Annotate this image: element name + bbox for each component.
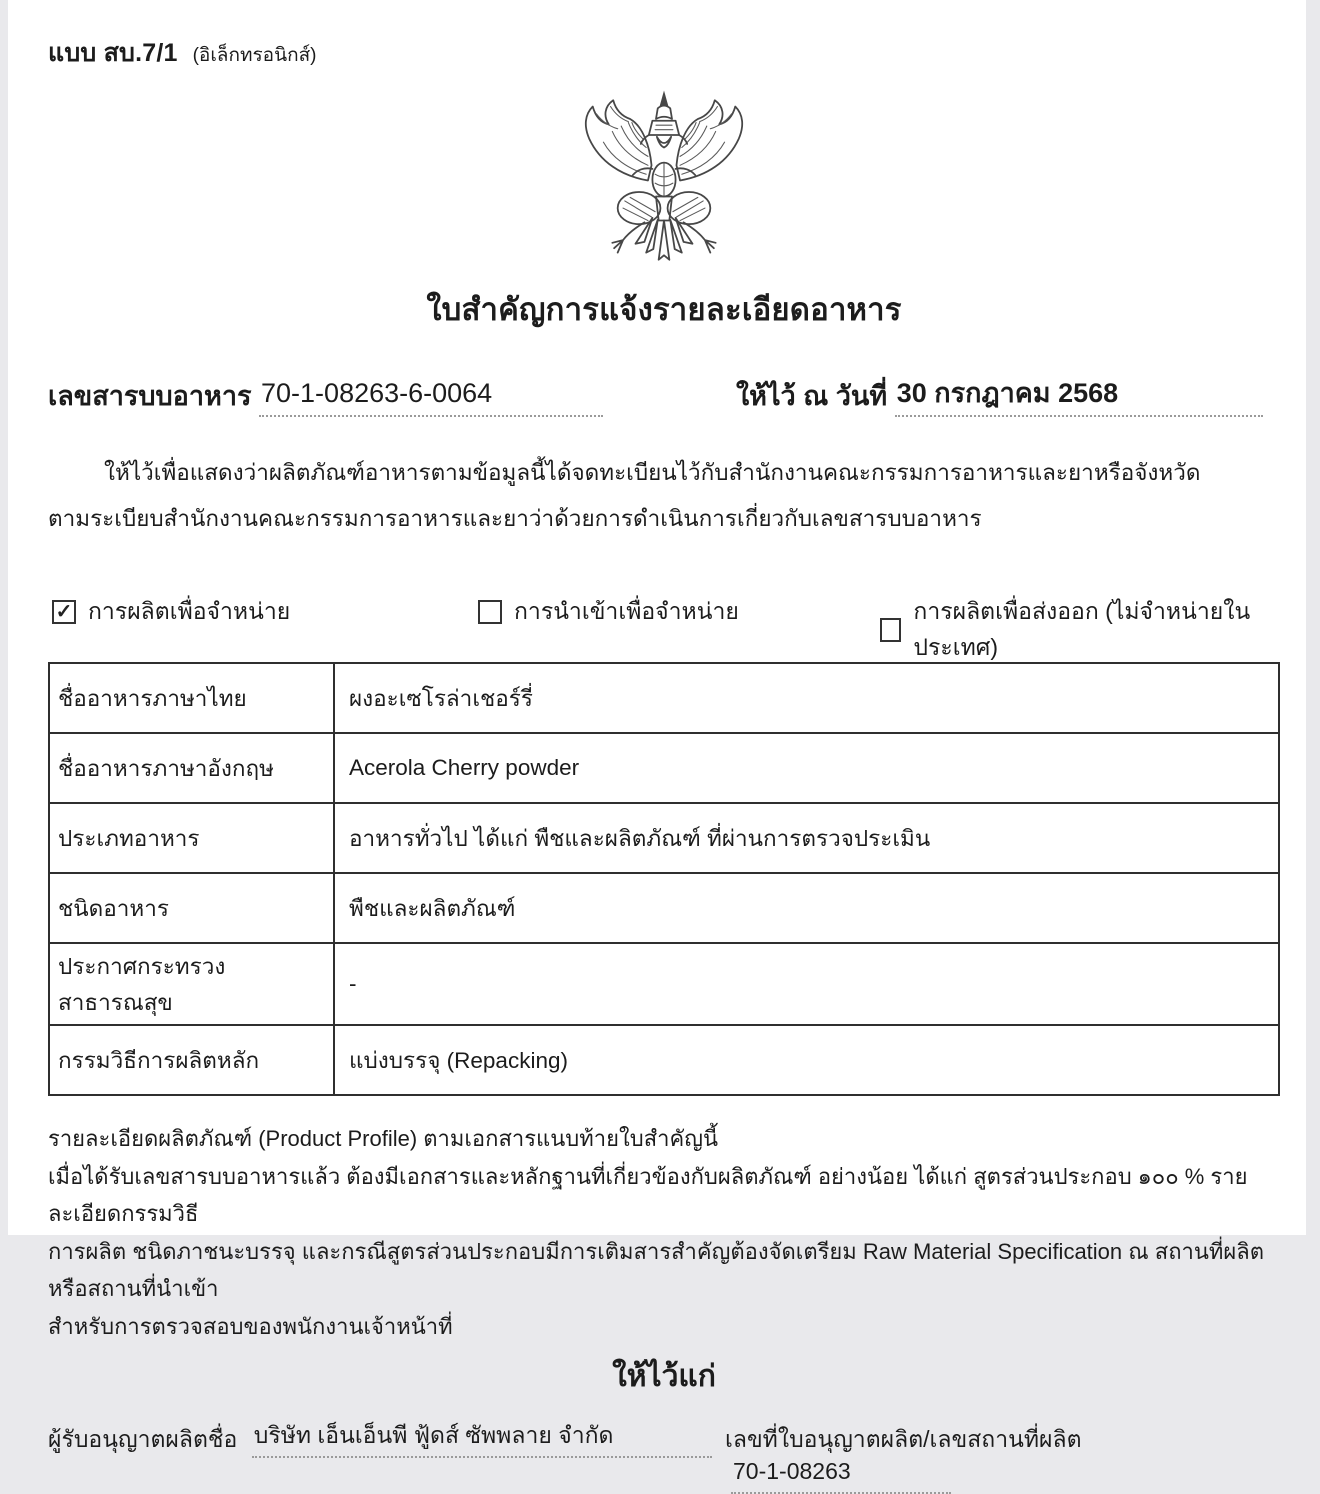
- issued-to-heading: ให้ไว้แก่: [612, 1360, 716, 1393]
- row-label: ชื่ออาหารภาษาไทย: [49, 663, 334, 733]
- notes-paragraph: [48, 1120, 1280, 1345]
- row-value: -: [334, 943, 1279, 1025]
- row-label: ชนิดอาหาร: [49, 873, 334, 943]
- table-row: [49, 943, 1279, 1025]
- row-value: แบ่งบรรจุ (Repacking): [334, 1025, 1279, 1095]
- table-row: [49, 663, 1279, 733]
- table-row: [49, 803, 1279, 873]
- checkbox-import-for-sale[interactable]: [478, 594, 739, 630]
- checkbox-produce-for-sale[interactable]: [52, 594, 290, 630]
- header-fields-row: [48, 374, 1280, 420]
- licensee-label: ผู้รับอนุญาตผลิตชื่อ: [48, 1426, 238, 1452]
- checkbox-checked-icon[interactable]: ✓: [52, 600, 76, 624]
- row-label: ประเภทอาหาร: [49, 803, 334, 873]
- license-number-label: เลขที่ใบอนุญาตผลิต/เลขสถานที่ผลิต: [725, 1426, 1082, 1452]
- row-label: ประกาศกระทรวงสาธารณสุข: [49, 943, 334, 1025]
- checkbox-produce-for-export-label: การผลิตเพื่อส่งออก (ไม่จำหน่ายในประเทศ): [913, 598, 1251, 660]
- food-serial-label: เลขสารบบอาหาร: [48, 381, 252, 411]
- table-row: [49, 873, 1279, 943]
- issued-date-value: 30 กรกฎาคม 2568: [895, 377, 1263, 417]
- form-code-suffix: (อิเล็กทรอนิกส์): [192, 45, 317, 66]
- row-value: อาหารทั่วไป ได้แก่ พืชและผลิตภัณฑ์ ที่ผ่านการตรวจประเมิน: [334, 803, 1279, 873]
- row-label: ชื่ออาหารภาษาอังกฤษ: [49, 733, 334, 803]
- checkbox-produce-for-export[interactable]: [880, 594, 1280, 666]
- intro-line-2: ตามระเบียบสำนักงานคณะกรรมการอาหารและยาว่าด้วยการดำเนินการเกี่ยวกับเลขสารบบอาหาร: [48, 506, 982, 531]
- distribution-type-checkboxes: [48, 594, 1280, 660]
- food-details-table: [48, 662, 1280, 1096]
- notes-line-3: การผลิต ชนิดภาชนะบรรจุ และกรณีสูตรส่วนประกอบมีการเติมสารสำคัญต้องจัดเตรียม Raw Material Specification ณ สถานที่ผลิตหรือสถานที่นำเข้า: [48, 1238, 1265, 1301]
- table-row: [49, 1025, 1279, 1095]
- row-label: กรรมวิธีการผลิตหลัก: [49, 1025, 334, 1095]
- certificate-page: [8, 0, 1306, 1484]
- table-row: [49, 733, 1279, 803]
- intro-paragraph: [48, 450, 1280, 542]
- issued-date-label: ให้ไว้ ณ วันที่: [736, 381, 888, 411]
- intro-line-1: ให้ไว้เพื่อแสดงว่าผลิตภัณฑ์อาหารตามข้อมูลนี้ได้จดทะเบียนไว้กับสำนักงานคณะกรรมการอาหารและยาหรือจังหวัด: [104, 460, 1201, 485]
- garuda-emblem: [559, 83, 769, 274]
- licensee-value: บริษัท เอ็นเอ็นพี ฟู้ดส์ ซัพพลาย จำกัด: [252, 1422, 712, 1458]
- notes-line-4: สำหรับการตรวจสอบของพนักงานเจ้าหน้าที่: [48, 1313, 453, 1339]
- license-number-field: [725, 1422, 1280, 1494]
- document-title: ใบสำคัญการแจ้งรายละเอียดอาหาร: [426, 292, 902, 327]
- checkbox-produce-for-sale-label: การผลิตเพื่อจำหน่าย: [88, 598, 291, 624]
- row-value: พืชและผลิตภัณฑ์: [334, 873, 1279, 943]
- form-code-row: [48, 0, 1280, 73]
- checkbox-empty-icon[interactable]: [478, 600, 502, 624]
- licensee-field: [48, 1422, 712, 1458]
- food-serial-field: [48, 374, 603, 417]
- checkbox-empty-icon[interactable]: [880, 618, 901, 642]
- form-code: แบบ สบ.7/1: [48, 39, 178, 67]
- row-value: Acerola Cherry powder: [334, 733, 1279, 803]
- license-number-value: 70-1-08263: [731, 1458, 951, 1494]
- licensee-row: [48, 1416, 1280, 1484]
- issued-date-field: [736, 374, 1263, 417]
- row-value: ผงอะเซโรล่าเชอร์รี่: [334, 663, 1279, 733]
- notes-line-1: รายละเอียดผลิตภัณฑ์ (Product Profile) ตามเอกสารแนบท้ายใบสำคัญนี้: [48, 1126, 718, 1151]
- food-serial-value: 70-1-08263-6-0064: [259, 377, 603, 417]
- checkbox-import-for-sale-label: การนำเข้าเพื่อจำหน่าย: [514, 598, 739, 624]
- notes-line-2: เมื่อได้รับเลขสารบบอาหารแล้ว ต้องมีเอกสารและหลักฐานที่เกี่ยวข้องกับผลิตภัณฑ์ อย่างน้อย ได้แก่ สูตรส่วนประกอบ ๑๐๐ % รายละเอียดกรรมวิธี: [48, 1163, 1248, 1226]
